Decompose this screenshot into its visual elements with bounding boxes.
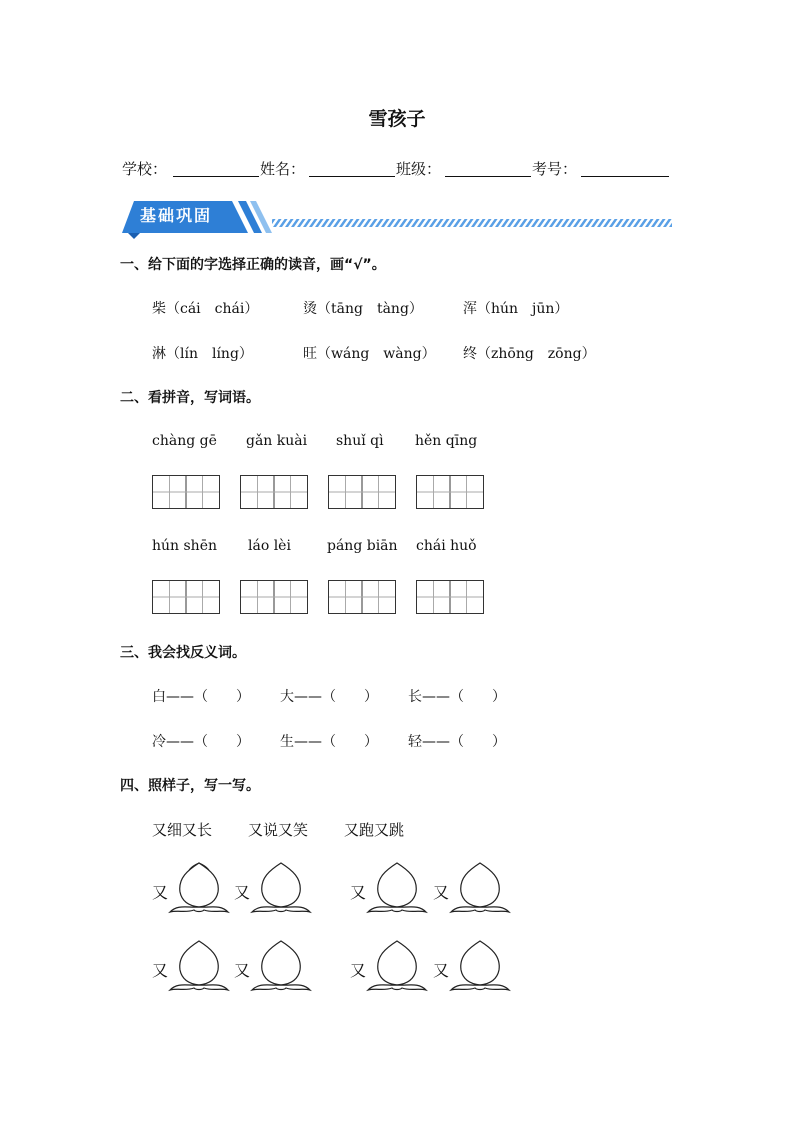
pinyin-label: hún shēn bbox=[152, 538, 218, 554]
peach-blank[interactable] bbox=[250, 860, 312, 916]
peach-blank[interactable] bbox=[366, 860, 428, 916]
antonym-item[interactable]: 大——（ ） bbox=[280, 689, 378, 705]
pinyin-label: chái huǒ bbox=[416, 538, 477, 554]
you-char: 又 bbox=[433, 961, 450, 980]
writing-grid[interactable] bbox=[328, 580, 396, 614]
page-title: 雪孩子 bbox=[368, 108, 426, 130]
q1-item[interactable]: 旺（wáng wàng） bbox=[303, 346, 436, 362]
q4-title: 四、照样子，写一写。 bbox=[120, 778, 260, 794]
number-label: 考号： bbox=[532, 160, 578, 178]
you-char: 又 bbox=[234, 883, 251, 902]
antonym-item[interactable]: 长——（ ） bbox=[408, 689, 506, 705]
peach-blank[interactable] bbox=[250, 938, 312, 994]
number-field[interactable] bbox=[581, 176, 669, 177]
example-phrase: 又说又笑 bbox=[248, 821, 309, 839]
q1-item[interactable]: 柴（cái chái） bbox=[152, 301, 259, 317]
pinyin-label: chàng gē bbox=[152, 433, 217, 449]
you-char: 又 bbox=[234, 961, 251, 980]
q1-item[interactable]: 终（zhōng zōng） bbox=[463, 346, 596, 362]
example-phrase: 又细又长 bbox=[152, 821, 213, 839]
example-phrase: 又跑又跳 bbox=[344, 821, 405, 839]
school-field[interactable] bbox=[173, 176, 259, 177]
writing-grid[interactable] bbox=[416, 580, 484, 614]
name-label: 姓名： bbox=[260, 160, 306, 178]
name-field[interactable] bbox=[309, 176, 395, 177]
writing-grid[interactable] bbox=[240, 475, 308, 509]
pinyin-label: páng biān bbox=[327, 538, 398, 554]
peach-blank[interactable] bbox=[168, 938, 230, 994]
antonym-item[interactable]: 生——（ ） bbox=[280, 734, 378, 750]
writing-grid[interactable] bbox=[240, 580, 308, 614]
q1-item[interactable]: 淋（lín líng） bbox=[152, 346, 253, 362]
school-label: 学校： bbox=[122, 160, 168, 178]
writing-grid[interactable] bbox=[328, 475, 396, 509]
q2-title: 二、看拼音，写词语。 bbox=[120, 390, 260, 406]
q3-title: 三、我会找反义词。 bbox=[120, 645, 246, 661]
you-char: 又 bbox=[350, 883, 367, 902]
writing-grid[interactable] bbox=[152, 580, 220, 614]
class-label: 班级： bbox=[396, 160, 442, 178]
writing-grid[interactable] bbox=[152, 475, 220, 509]
section-banner bbox=[120, 197, 680, 241]
pinyin-label: hěn qīng bbox=[415, 433, 478, 449]
you-char: 又 bbox=[433, 883, 450, 902]
class-field[interactable] bbox=[445, 176, 531, 177]
you-char: 又 bbox=[152, 883, 169, 902]
q1-title: 一、给下面的字选择正确的读音，画“√”。 bbox=[120, 257, 386, 273]
peach-blank[interactable] bbox=[168, 860, 230, 916]
pinyin-label: shuǐ qì bbox=[336, 433, 384, 449]
antonym-item[interactable]: 轻——（ ） bbox=[408, 734, 506, 750]
writing-grid[interactable] bbox=[416, 475, 484, 509]
peach-blank[interactable] bbox=[449, 938, 511, 994]
q1-item[interactable]: 浑（hún jūn） bbox=[463, 301, 569, 317]
banner-label: 基础巩固 bbox=[140, 206, 213, 225]
antonym-item[interactable]: 白——（ ） bbox=[152, 689, 250, 705]
pinyin-label: láo lèi bbox=[248, 538, 291, 554]
peach-blank[interactable] bbox=[449, 860, 511, 916]
peach-blank[interactable] bbox=[366, 938, 428, 994]
pinyin-label: gǎn kuài bbox=[246, 433, 308, 449]
antonym-item[interactable]: 冷——（ ） bbox=[152, 734, 250, 750]
q1-item[interactable]: 烫（tāng tàng） bbox=[303, 301, 423, 317]
you-char: 又 bbox=[152, 961, 169, 980]
you-char: 又 bbox=[350, 961, 367, 980]
